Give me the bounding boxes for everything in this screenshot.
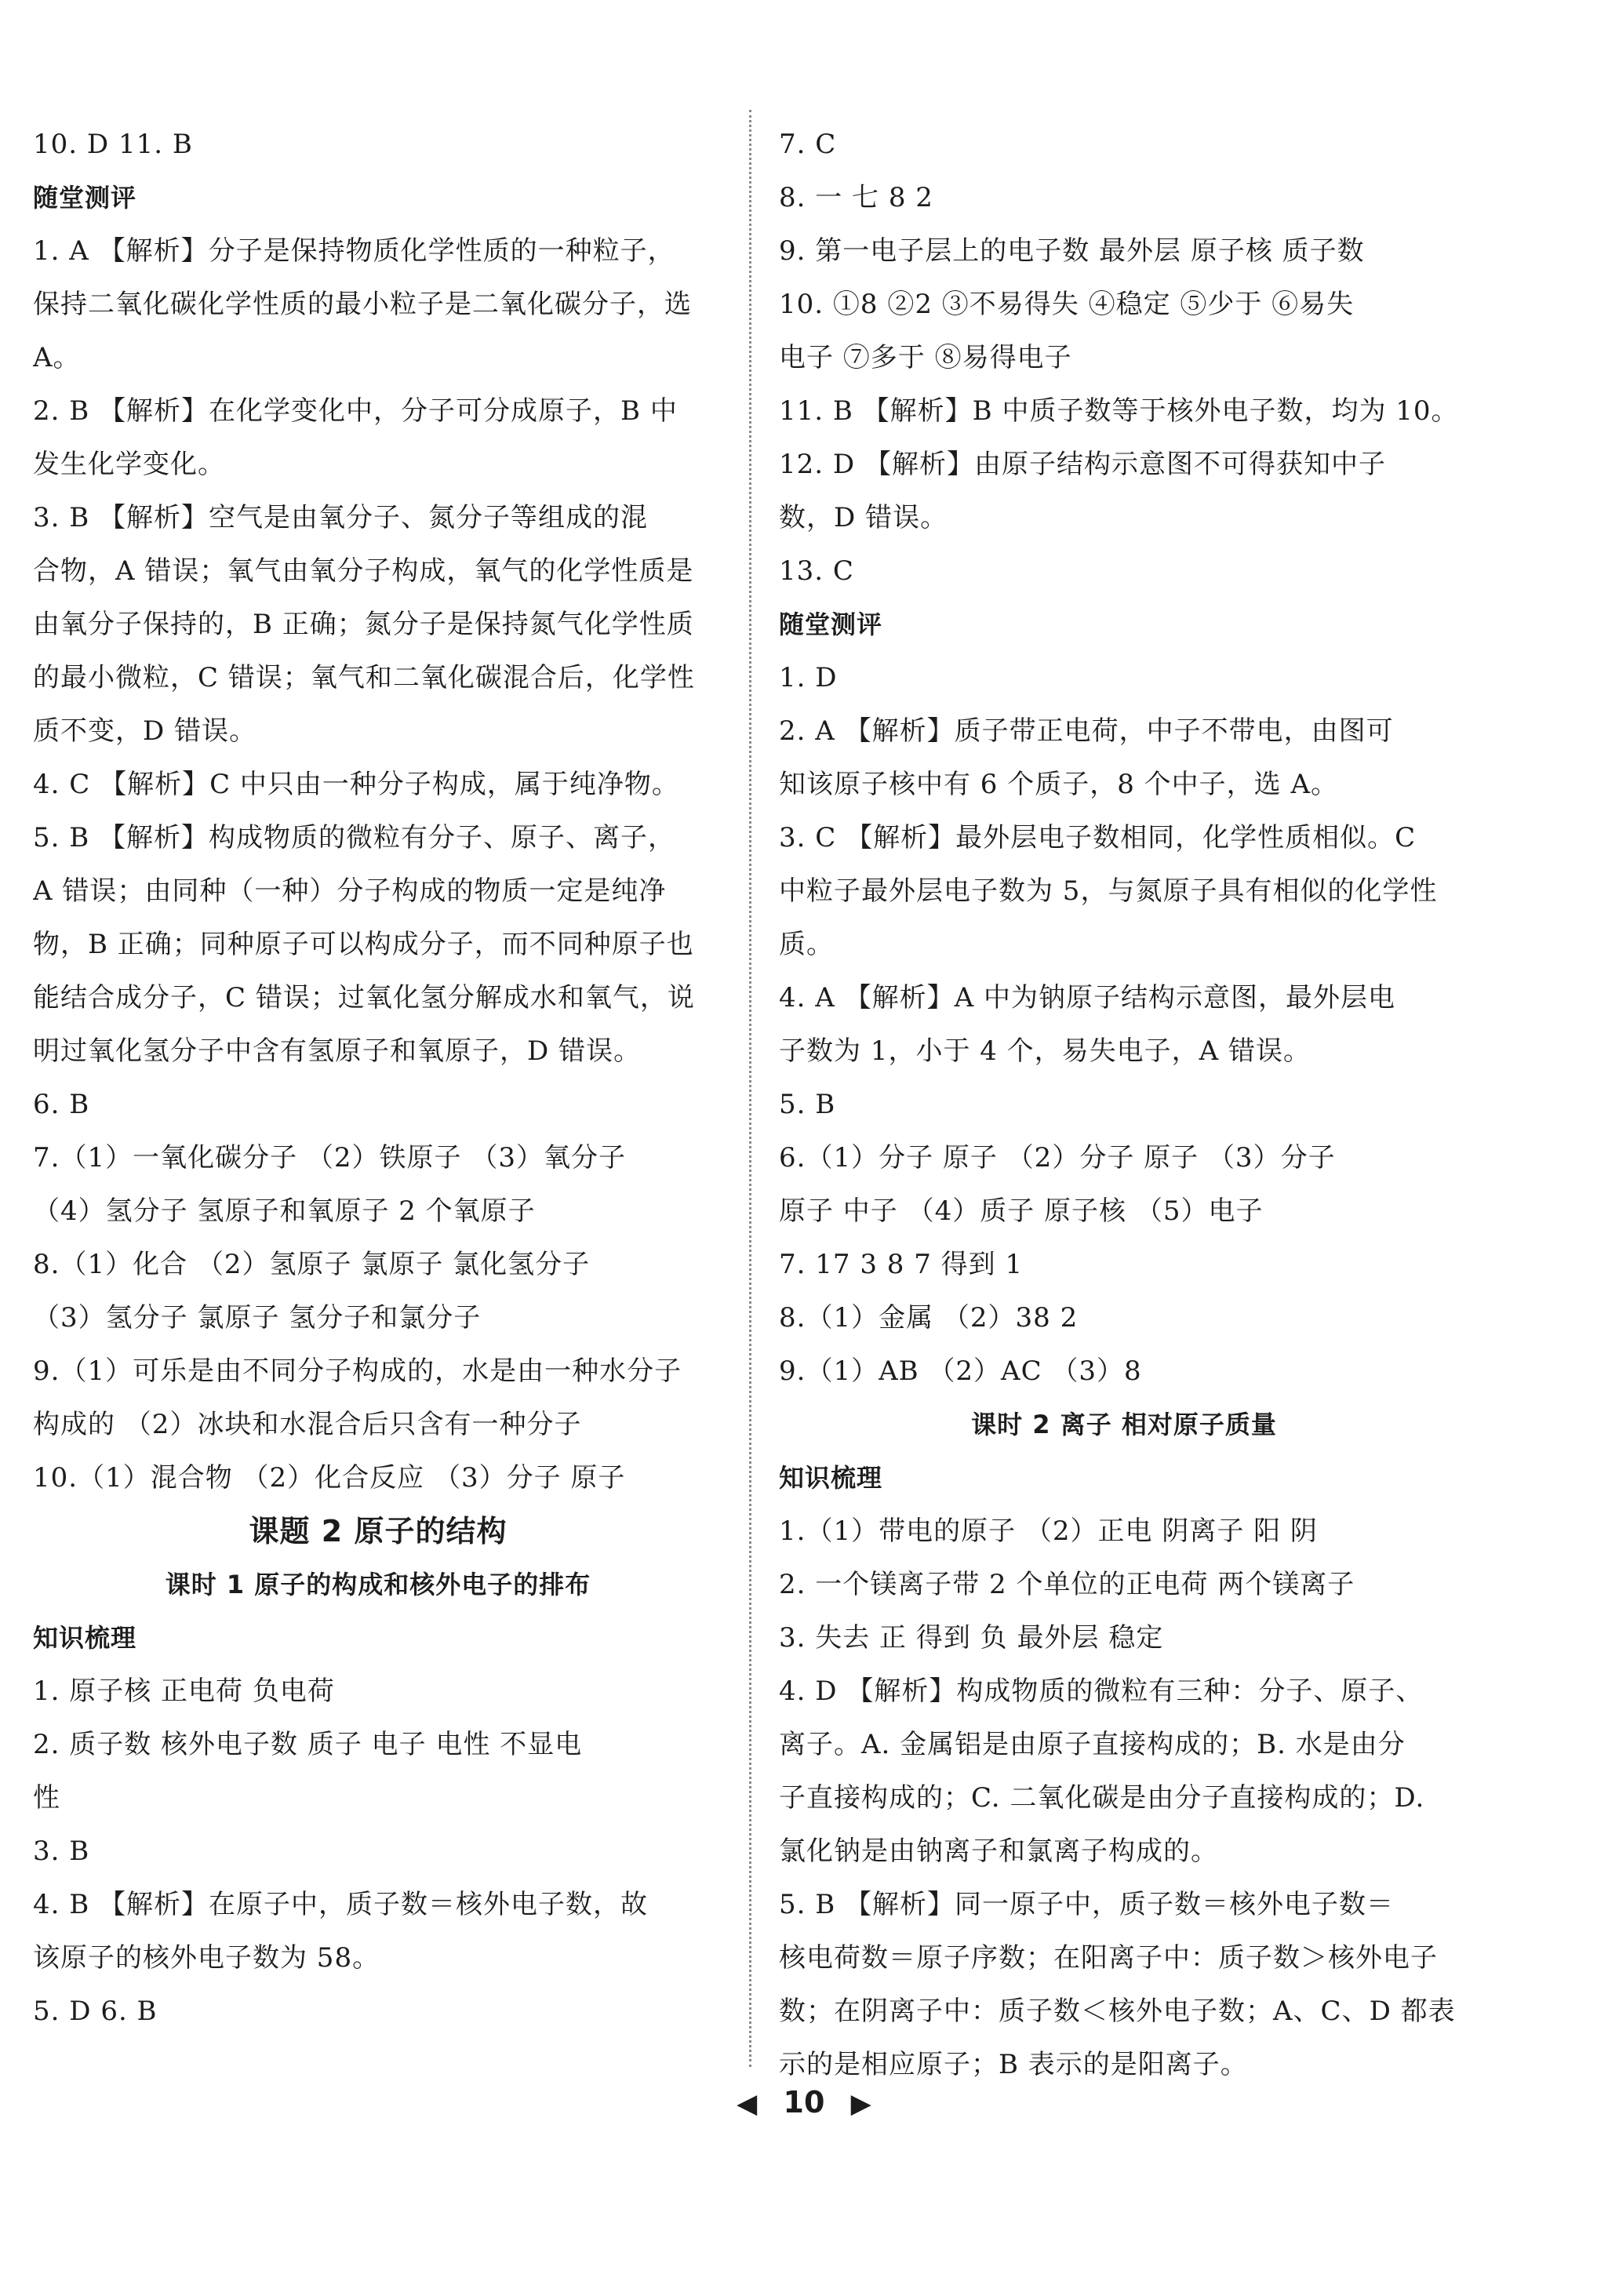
next-page-icon[interactable]: ▶: [850, 2088, 871, 2120]
answer-line: 4. B 【解析】在原子中，质子数＝核外电子数，故: [33, 1889, 649, 1920]
answer-line: 由氧分子保持的，B 正确；氮分子是保持氮气化学性质: [33, 609, 694, 640]
answer-line: 5. B 【解析】同一原子中，质子数＝核外电子数＝: [779, 1889, 1395, 1920]
answer-line: 7.（1）一氧化碳分子 （2）铁原子 （3）氧分子: [33, 1142, 626, 1173]
answer-line: 7. 17 3 8 7 得到 1: [779, 1249, 1024, 1280]
answer-line: 9.（1）AB （2）AC （3）8: [779, 1355, 1142, 1387]
answer-line: 该原子的核外电子数为 58。: [33, 1942, 380, 1974]
answer-line: 2. 一个镁离子带 2 个单位的正电荷 两个镁离子: [779, 1569, 1355, 1600]
answer-line: A。: [33, 342, 81, 373]
answer-line: 中粒子最外层电子数为 5，与氮原子具有相似的化学性: [779, 875, 1438, 907]
answer-line: 数，D 错误。: [779, 502, 948, 533]
answer-line: 10. ①8 ②2 ③不易得失 ④稳定 ⑤少于 ⑥易失: [779, 289, 1355, 320]
answer-line: 1. A 【解析】分子是保持物质化学性质的一种粒子，: [33, 235, 675, 267]
right-column: [779, 118, 1469, 2091]
answer-line: 1. 原子核 正电荷 负电荷: [33, 1676, 335, 1707]
answer-line: 合物，A 错误；氧气由氧分子构成，氧气的化学性质是: [33, 555, 694, 587]
column-divider: [749, 110, 751, 2067]
answer-line: 性: [33, 1782, 60, 1814]
answer-line: 13. C: [779, 555, 854, 587]
answer-line: 5. B: [779, 1089, 836, 1120]
answer-line: A 错误；由同种（一种）分子构成的物质一定是纯净: [33, 875, 667, 907]
answer-line: 知该原子核中有 6 个质子，8 个中子，选 A。: [779, 769, 1339, 800]
answer-line: 6. B: [33, 1089, 90, 1120]
answer-line: 物，B 正确；同种原子可以构成分子，而不同种原子也: [33, 929, 694, 960]
section-heading: 课时 2 离子 相对原子质量: [971, 1410, 1277, 1439]
answer-line: 8.（1）化合 （2）氢原子 氯原子 氯化氢分子: [33, 1249, 591, 1280]
answer-line: 6.（1）分子 原子 （2）分子 原子 （3）分子: [779, 1142, 1336, 1173]
page-navigation: [0, 2085, 1608, 2120]
answer-line: 质。: [779, 929, 834, 960]
answer-line: 4. A 【解析】A 中为钠原子结构示意图，最外层电: [779, 982, 1395, 1013]
answer-line: 氯化钠是由钠离子和氯离子构成的。: [779, 1836, 1218, 1867]
answer-line: 7. C: [779, 129, 837, 160]
answer-line: 核电荷数＝原子序数；在阳离子中：质子数＞核外电子: [779, 1942, 1438, 1974]
answer-line: 2. B 【解析】在化学变化中，分子可分成原子，B 中: [33, 395, 678, 427]
answer-line: 4. C 【解析】C 中只由一种分子构成，属于纯净物。: [33, 769, 679, 800]
answer-line: 离子。A. 金属铝是由原子直接构成的；B. 水是由分: [779, 1729, 1406, 1760]
answer-line: 9. 第一电子层上的电子数 最外层 原子核 质子数: [779, 235, 1365, 267]
answer-line: 3. B: [33, 1836, 90, 1867]
answer-line: 1.（1）带电的原子 （2）正电 阴离子 阳 阴: [779, 1516, 1318, 1547]
answer-line: 1. D: [779, 662, 838, 693]
answer-line: 12. D 【解析】由原子结构示意图不可得获知中子: [779, 449, 1386, 480]
answer-line: 8.（1）金属 （2）38 2: [779, 1302, 1079, 1334]
answer-line: 保持二氧化碳化学性质的最小粒子是二氧化碳分子，选: [33, 289, 692, 320]
section-heading: 随堂测评: [33, 183, 137, 213]
section-heading: 课时 1 原子的构成和核外电子的排布: [165, 1570, 591, 1599]
answer-line: 3. 失去 正 得到 负 最外层 稳定: [779, 1622, 1164, 1654]
prev-page-icon[interactable]: ◀: [737, 2088, 758, 2120]
answer-line: 质不变，D 错误。: [33, 715, 257, 747]
left-column: [33, 118, 723, 2038]
answer-line: 11. B 【解析】B 中质子数等于核外电子数，均为 10。: [779, 395, 1459, 427]
answer-line: 3. B 【解析】空气是由氧分子、氮分子等组成的混: [33, 502, 649, 533]
answer-line: 5. D 6. B: [33, 1996, 158, 2027]
answer-line: 子直接构成的；C. 二氧化碳是由分子直接构成的；D.: [779, 1782, 1425, 1814]
answer-line: 构成的 （2）冰块和水混合后只含有一种分子: [33, 1409, 582, 1440]
page-number: 10: [783, 2085, 825, 2120]
answer-line: 的最小微粒，C 错误；氧气和二氧化碳混合后，化学性: [33, 662, 695, 693]
answer-line: 10. D 11. B: [33, 129, 193, 160]
answer-line: 数；在阴离子中：质子数＜核外电子数；A、C、D 都表: [779, 1996, 1456, 2027]
section-heading: 课题 2 原子的结构: [249, 1514, 508, 1548]
answer-line: （4）氢分子 氢原子和氧原子 2 个氧原子: [33, 1195, 536, 1227]
answer-line: 2. A 【解析】质子带正电荷，中子不带电，由图可: [779, 715, 1394, 747]
answer-line: 3. C 【解析】最外层电子数相同，化学性质相似。C: [779, 822, 1417, 853]
answer-line: 电子 ⑦多于 ⑧易得电子: [779, 342, 1072, 373]
answer-line: 发生化学变化。: [33, 449, 225, 480]
section-heading: 知识梳理: [779, 1463, 883, 1493]
answer-line: 示的是相应原子；B 表示的是阳离子。: [779, 2049, 1248, 2080]
answer-line: 9.（1）可乐是由不同分子构成的，水是由一种水分子: [33, 1355, 682, 1387]
answer-line: 子数为 1，小于 4 个，易失电子，A 错误。: [779, 1035, 1312, 1067]
answer-line: 8. 一 七 8 2: [779, 182, 933, 213]
answer-line: 明过氧化氢分子中含有氢原子和氧原子，D 错误。: [33, 1035, 642, 1067]
answer-line: 4. D 【解析】构成物质的微粒有三种：分子、原子、: [779, 1676, 1424, 1707]
answer-line: （3）氢分子 氯原子 氢分子和氯分子: [33, 1302, 482, 1334]
answer-line: 能结合成分子，C 错误；过氧化氢分解成水和氧气，说: [33, 982, 695, 1013]
section-heading: 随堂测评: [779, 609, 883, 639]
answer-line: 10.（1）混合物 （2）化合反应 （3）分子 原子: [33, 1462, 626, 1494]
answer-line: 2. 质子数 核外电子数 质子 电子 电性 不显电: [33, 1729, 583, 1760]
answer-line: 5. B 【解析】构成物质的微粒有分子、原子、离子，: [33, 822, 676, 853]
section-heading: 知识梳理: [33, 1623, 137, 1653]
answer-line: 原子 中子 （4）质子 原子核 （5）电子: [779, 1195, 1264, 1227]
